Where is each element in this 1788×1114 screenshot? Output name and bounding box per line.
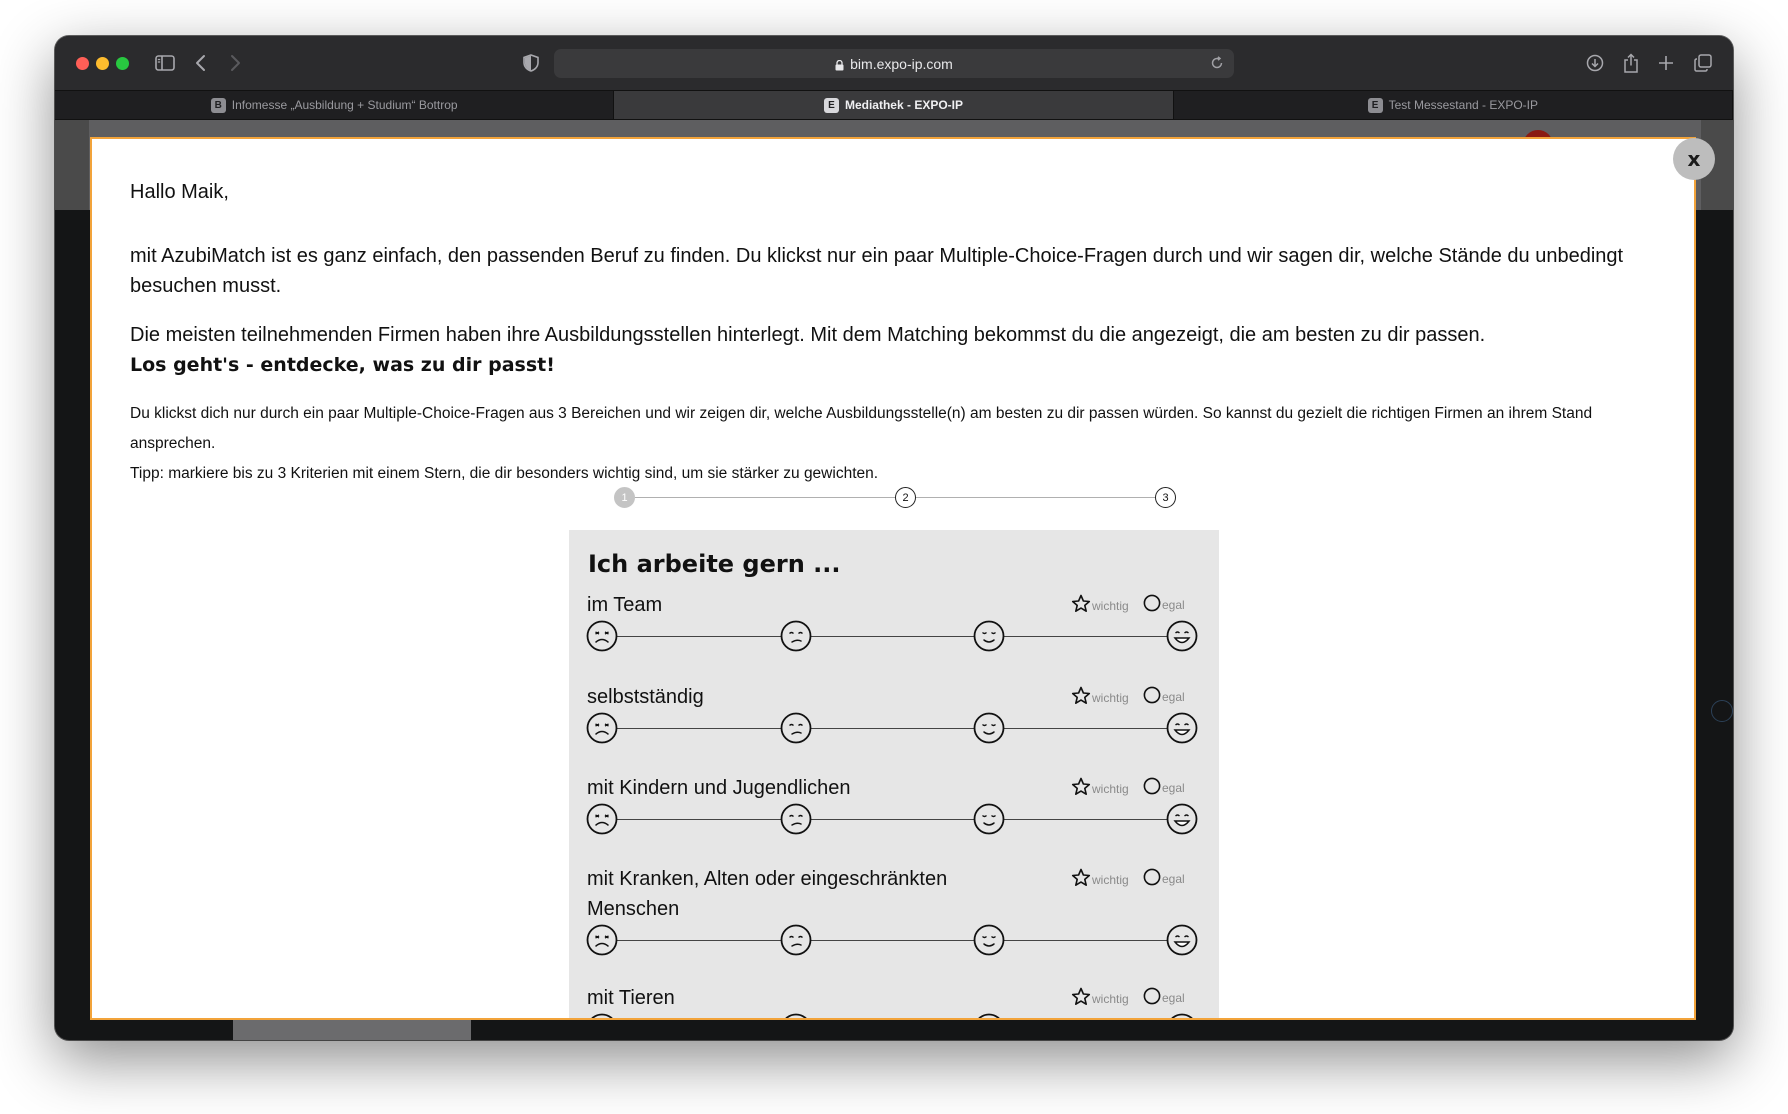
very-unhappy-face-icon[interactable] (586, 1013, 618, 1020)
favicon: B (211, 98, 226, 113)
important-label: wichtig (1092, 992, 1129, 1006)
important-toggle[interactable] (1071, 987, 1129, 1006)
instructions-text: Du klickst dich nur durch ein paar Multiple-Choice-Fragen aus 3 Bereichen und wir zeigen dir, welche Ausbildungsstelle(n) am besten zu dir passen würden. So kannst du gezielt die richtigen Firmen an ihrem Stand ansprechen. (130, 405, 1593, 452)
background-circle (1711, 700, 1733, 722)
important-toggle[interactable] (1071, 686, 1129, 705)
stepper-line (916, 497, 1176, 498)
info-paragraph (130, 320, 1660, 380)
tab-infomesse[interactable] (55, 91, 614, 119)
very-happy-face-icon[interactable] (1166, 712, 1198, 744)
very-happy-face-icon[interactable] (1166, 924, 1198, 956)
progress-stepper (614, 487, 1177, 509)
lock-icon (835, 58, 844, 69)
star-icon (1071, 868, 1091, 887)
neutral-label: egal (1162, 598, 1185, 612)
very-happy-face-icon[interactable] (1166, 803, 1198, 835)
stepper-line (635, 497, 895, 498)
important-label: wichtig (1092, 873, 1129, 887)
very-happy-face-icon[interactable] (1166, 620, 1198, 652)
circle-icon (1143, 686, 1161, 704)
rating-scale (586, 1013, 1198, 1020)
very-unhappy-face-icon[interactable] (586, 803, 618, 835)
tab-label: Mediathek - EXPO-IP (844, 98, 963, 112)
info-text: Die meisten teilnehmenden Firmen haben ihre Ausbildungsstellen hinterlegt. Mit dem Matching bekommst du die angezeigt, die am besten zu dir passen. (130, 324, 1486, 346)
question-label: selbstständig (587, 686, 704, 708)
new-tab-icon[interactable] (1652, 50, 1680, 76)
instructions-paragraph (130, 399, 1660, 489)
unhappy-face-icon[interactable] (780, 1013, 812, 1020)
browser-toolbar (55, 36, 1733, 90)
reload-icon[interactable] (1210, 56, 1224, 73)
favicon: E (824, 98, 839, 113)
happy-face-icon[interactable] (973, 1013, 1005, 1020)
unhappy-face-icon[interactable] (780, 712, 812, 744)
address-bar[interactable] (554, 49, 1234, 78)
neutral-label: egal (1162, 872, 1185, 886)
rating-scale (586, 620, 1198, 652)
neutral-toggle[interactable] (1143, 594, 1185, 612)
star-icon (1071, 594, 1091, 613)
neutral-toggle[interactable] (1143, 777, 1185, 795)
tab-mediathek[interactable] (614, 91, 1173, 119)
very-happy-face-icon[interactable] (1166, 1013, 1198, 1020)
close-modal-button[interactable]: x (1673, 138, 1715, 180)
rating-scale (586, 803, 1198, 835)
scale-line (602, 728, 1182, 729)
circle-icon (1143, 594, 1161, 612)
circle-icon (1143, 987, 1161, 1005)
important-label: wichtig (1092, 782, 1129, 796)
happy-face-icon[interactable] (973, 712, 1005, 744)
neutral-label: egal (1162, 991, 1185, 1005)
minimize-window-button[interactable] (96, 57, 109, 70)
very-unhappy-face-icon[interactable] (586, 924, 618, 956)
tip-text: Tipp: markiere bis zu 3 Kriterien mit einem Stern, die dir besonders wichtig sind, um sie stärker zu gewichten. (130, 465, 879, 482)
greeting: Hallo Maik, (130, 181, 229, 203)
star-icon (1071, 777, 1091, 796)
zoom-window-button[interactable] (116, 57, 129, 70)
azubimatch-modal (90, 137, 1696, 1020)
scale-line (602, 636, 1182, 637)
browser-window (55, 36, 1733, 1040)
tab-label: Infomesse „Ausbildung + Studium“ Bottrop (231, 98, 458, 112)
unhappy-face-icon[interactable] (780, 803, 812, 835)
tab-test-messestand[interactable] (1174, 91, 1733, 119)
neutral-toggle[interactable] (1143, 686, 1185, 704)
page-content (55, 120, 1733, 1040)
important-toggle[interactable] (1071, 594, 1129, 613)
unhappy-face-icon[interactable] (780, 620, 812, 652)
scale-line (602, 940, 1182, 941)
tab-label: Test Messestand - EXPO-IP (1388, 98, 1539, 112)
step-3[interactable]: 3 (1155, 487, 1176, 508)
rating-scale (586, 712, 1198, 744)
very-unhappy-face-icon[interactable] (586, 620, 618, 652)
forward-icon[interactable] (221, 50, 249, 76)
neutral-label: egal (1162, 690, 1185, 704)
quiz-title: Ich arbeite gern ... (588, 550, 841, 578)
scale-line (602, 819, 1182, 820)
unhappy-face-icon[interactable] (780, 924, 812, 956)
downloads-icon[interactable] (1581, 50, 1609, 76)
back-icon[interactable] (187, 50, 215, 76)
important-toggle[interactable] (1071, 868, 1129, 887)
tab-overview-icon[interactable] (1689, 50, 1717, 76)
star-icon (1071, 987, 1091, 1006)
tab-bar (55, 90, 1733, 120)
background-bar (233, 1020, 471, 1040)
happy-face-icon[interactable] (973, 620, 1005, 652)
step-1[interactable]: 1 (614, 487, 635, 508)
quiz-panel (569, 530, 1219, 1020)
share-icon[interactable] (1617, 50, 1645, 76)
important-label: wichtig (1092, 599, 1129, 613)
intro-text: mit AzubiMatch ist es ganz einfach, den passenden Beruf zu finden. Du klickst nur ein paar Multiple-Choice-Fragen durch und wir sagen dir, welche Stände du unbedingt besuchen musst. (130, 245, 1624, 297)
cta-text: Los geht's - entdecke, was zu dir passt! (130, 354, 555, 376)
sidebar-toggle-icon[interactable] (151, 50, 179, 76)
favicon: E (1368, 98, 1383, 113)
circle-icon (1143, 777, 1161, 795)
close-window-button[interactable] (76, 57, 89, 70)
question-label: mit Tieren (587, 987, 675, 1009)
question-label: mit Kranken, Alten oder eingeschränkten Menschen (587, 868, 948, 920)
step-2[interactable]: 2 (895, 487, 916, 508)
question-label: im Team (587, 594, 663, 616)
important-label: wichtig (1092, 691, 1129, 705)
very-unhappy-face-icon[interactable] (586, 712, 618, 744)
star-icon (1071, 686, 1091, 705)
neutral-toggle[interactable] (1143, 987, 1185, 1005)
privacy-shield-icon[interactable] (517, 50, 545, 76)
question-label: mit Kindern und Jugendlichen (587, 777, 851, 799)
important-toggle[interactable] (1071, 777, 1129, 796)
url-text: bim.expo-ip.com (850, 55, 953, 72)
happy-face-icon[interactable] (973, 924, 1005, 956)
happy-face-icon[interactable] (973, 803, 1005, 835)
neutral-toggle[interactable] (1143, 868, 1185, 886)
circle-icon (1143, 868, 1161, 886)
rating-scale (586, 924, 1198, 956)
neutral-label: egal (1162, 781, 1185, 795)
